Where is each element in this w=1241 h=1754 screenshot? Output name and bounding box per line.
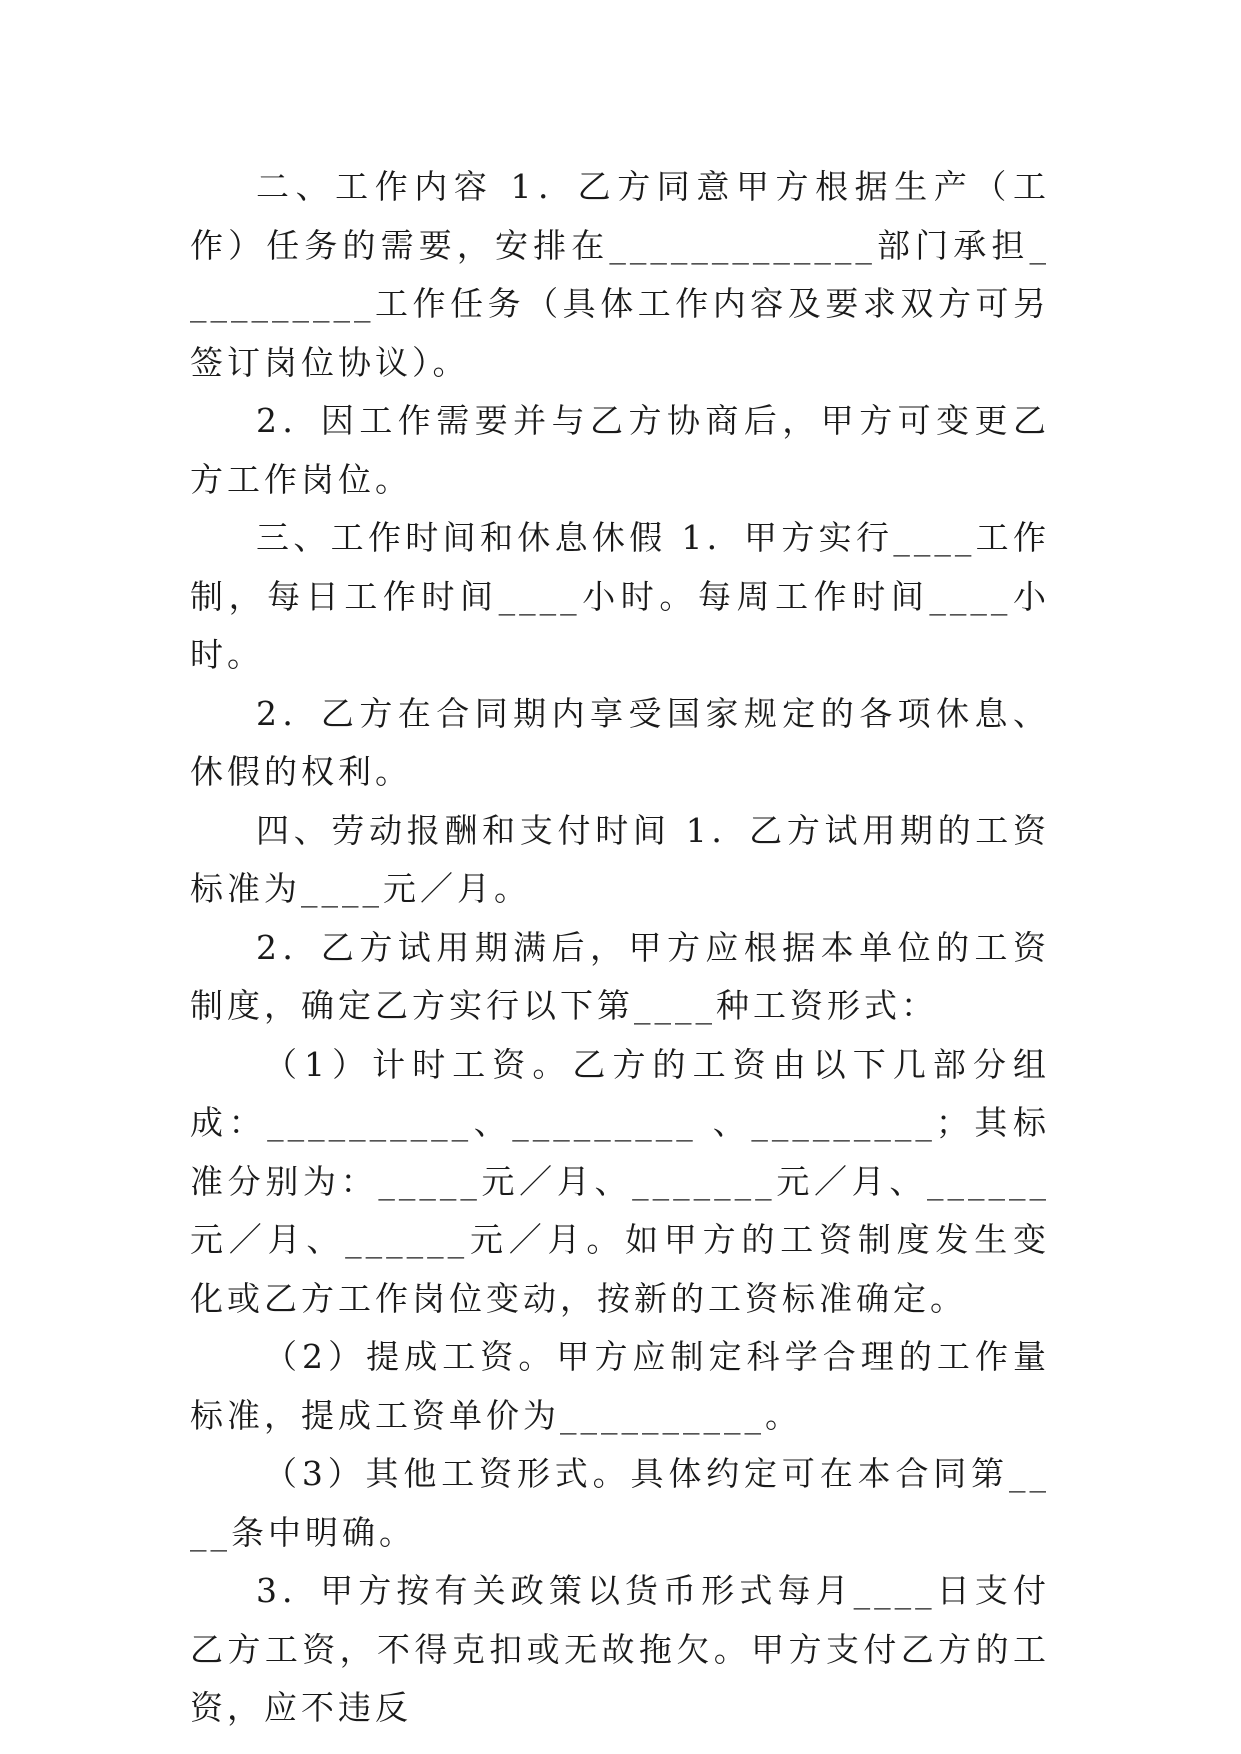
clause-4-3-payment: 3．甲方按有关政策以货币形式每月____日支付乙方工资，不得克扣或无故拖欠。甲方支付乙方的工资，应不违反: [190, 1571, 1050, 1727]
clause-4-2-wage-form: 2．乙方试用期满后，甲方应根据本单位的工资制度，确定乙方实行以下第____种工资形式：: [190, 927, 1050, 1025]
section-3-working-hours: 三、工作时间和休息休假 1．甲方实行____工作制，每日工作时间____小时。每周工作时间____小时。: [190, 518, 1050, 674]
clause-commission-wage: （2）提成工资。甲方应制定科学合理的工作量标准，提成工资单价为__________。: [190, 1337, 1050, 1435]
clause-2-2-position-change: 2．因工作需要并与乙方协商后，甲方可变更乙方工作岗位。: [190, 401, 1050, 499]
section-2-work-content: 二、工作内容 1．乙方同意甲方根据生产（工作）任务的需要，安排在_____________部门承担__________工作任务（具体工作内容及要求双方可另签订岗位协议）。: [190, 167, 1050, 382]
clause-time-wage: （1）计时工资。乙方的工资由以下几部分组成：__________、_________ 、_________；其标准分别为：_____元／月、_______元／月、______元／月、______元／月。如甲方的工资制度发生变化或乙方工作岗位变动，按新的工资标准确定。: [190, 1044, 1050, 1318]
section-4-remuneration: 四、劳动报酬和支付时间 1．乙方试用期的工资标准为____元／月。: [190, 810, 1050, 908]
clause-3-2-rest-rights: 2．乙方在合同期内享受国家规定的各项休息、休假的权利。: [190, 693, 1050, 791]
document-page: [190, 158, 1050, 1738]
clause-other-wage: （3）其他工资形式。具体约定可在本合同第____条中明确。: [190, 1454, 1050, 1552]
